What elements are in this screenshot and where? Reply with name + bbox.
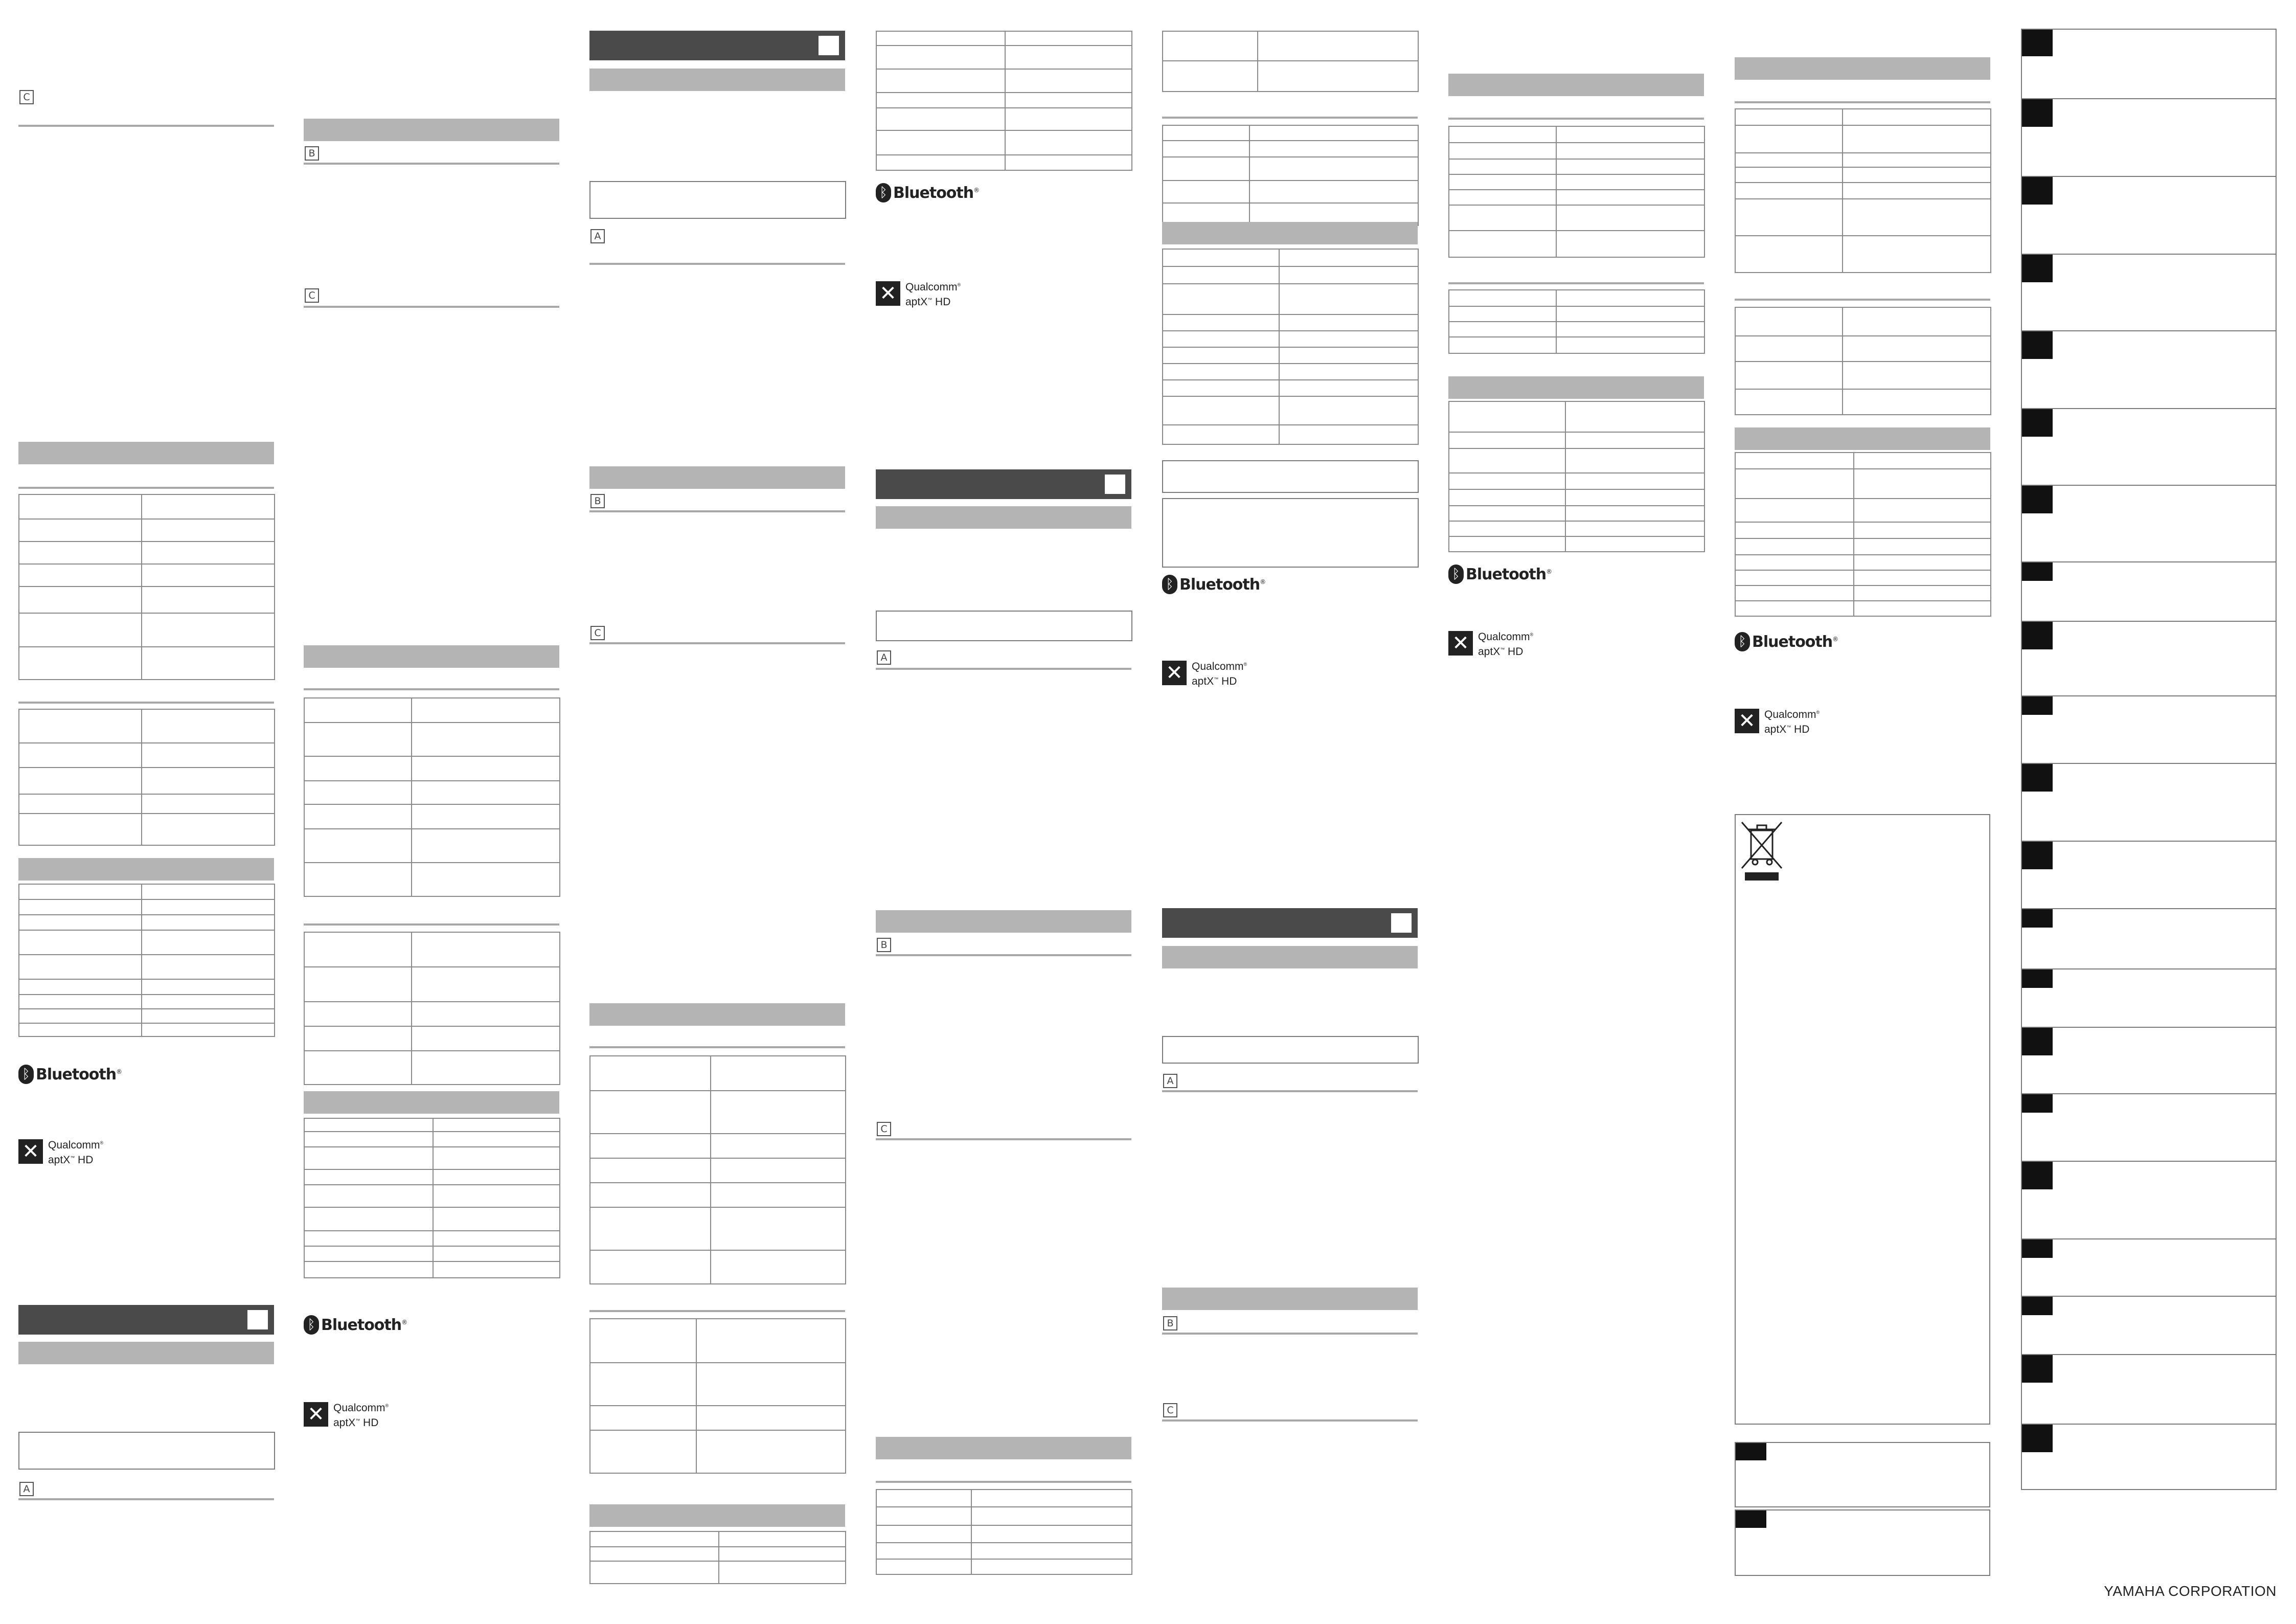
spec-table — [1162, 249, 1419, 445]
section-heading-bar — [589, 1504, 845, 1527]
weee-crossed-bin-icon — [1740, 819, 1784, 885]
section-heading-bar — [1448, 376, 1704, 399]
section-heading-bar — [18, 442, 274, 464]
divider — [2022, 408, 2276, 409]
language-tab — [2022, 1425, 2053, 1452]
bluetooth-logo: ᛒ Bluetooth® — [304, 1315, 407, 1335]
section-marker-b: B — [1163, 1316, 1177, 1330]
aptx-wordmark: aptX — [1478, 646, 1501, 658]
language-tab — [2022, 622, 2053, 649]
aptx-wordmark: aptX — [1764, 724, 1787, 735]
section-marker-c: C — [877, 1122, 891, 1136]
language-section-header — [589, 31, 845, 60]
divider — [1162, 1419, 1418, 1422]
bluetooth-logo: ᛒ Bluetooth® — [1448, 565, 1552, 584]
divider — [1735, 299, 1990, 301]
notice-box — [589, 181, 846, 219]
panel-4 — [876, 0, 1132, 1624]
aptx-wordmark: aptX — [48, 1154, 71, 1166]
section-heading-bar — [304, 119, 559, 141]
divider — [1735, 101, 1990, 103]
section-marker-c: C — [305, 288, 319, 303]
section-heading-bar — [876, 1437, 1131, 1459]
section-heading-bar — [589, 466, 845, 489]
language-tab — [2022, 969, 2053, 988]
divider — [2022, 908, 2276, 909]
qualcomm-wordmark: Qualcomm — [1764, 709, 1816, 720]
section-marker-c: C — [590, 626, 605, 640]
divider — [2022, 1354, 2276, 1355]
language-tab — [1736, 1510, 1766, 1528]
qualcomm-wordmark: Qualcomm — [905, 281, 958, 293]
notice-box — [1162, 460, 1419, 493]
section-heading-bar — [18, 858, 274, 881]
section-marker-a: A — [19, 1482, 34, 1496]
language-tab — [2022, 1162, 2053, 1189]
bluetooth-wordmark: Bluetooth — [1752, 633, 1833, 651]
language-tab — [2022, 842, 2053, 869]
spec-table — [589, 1531, 846, 1584]
language-tab — [2022, 409, 2053, 437]
aptx-icon: ✕ — [1162, 661, 1187, 685]
spec-table — [1162, 125, 1419, 226]
divider — [2022, 968, 2276, 969]
section-marker-b: B — [877, 938, 891, 952]
section-marker-c: C — [1163, 1403, 1177, 1417]
section-heading-bar — [876, 910, 1131, 933]
language-tab — [2022, 764, 2053, 792]
notice-box — [1735, 1442, 1990, 1507]
divider — [2022, 1093, 2276, 1094]
divider — [2022, 176, 2276, 177]
section-marker-a: A — [877, 650, 891, 665]
language-tab — [2022, 486, 2053, 513]
section-marker-a: A — [590, 229, 605, 243]
divider — [876, 668, 1131, 670]
language-tab — [2022, 1028, 2053, 1055]
spec-table — [876, 1489, 1132, 1575]
divider — [2022, 695, 2276, 696]
divider — [2022, 1027, 2276, 1028]
panel-3 — [589, 0, 846, 1624]
aptx-icon: ✕ — [18, 1139, 43, 1164]
bluetooth-wordmark: Bluetooth — [1466, 565, 1547, 583]
aptx-hd-logo: ✕ Qualcomm® aptX™ HD — [18, 1138, 103, 1165]
section-heading-bar — [1162, 946, 1418, 968]
section-marker-b: B — [305, 146, 319, 161]
divider — [876, 954, 1131, 956]
bluetooth-wordmark: Bluetooth — [321, 1316, 402, 1334]
section-marker-a: A — [1163, 1074, 1177, 1088]
language-section-header — [1162, 908, 1418, 938]
language-tab — [2022, 1094, 2053, 1113]
divider — [589, 510, 845, 512]
notice-box — [876, 611, 1132, 641]
spec-table — [876, 31, 1132, 171]
bluetooth-reg-mark: ® — [116, 1068, 122, 1075]
language-tab — [1736, 1443, 1766, 1460]
language-index — [2021, 29, 2277, 1490]
aptx-icon: ✕ — [876, 281, 900, 306]
spec-table — [1735, 452, 1991, 617]
spec-table — [1448, 126, 1705, 258]
panel-7 — [1735, 0, 1991, 1624]
divider — [589, 642, 845, 644]
language-section-header — [876, 469, 1131, 499]
qualcomm-wordmark: Qualcomm — [1478, 631, 1530, 643]
bluetooth-icon: ᛒ — [18, 1065, 34, 1084]
section-heading-bar — [1735, 57, 1990, 80]
language-tab — [1391, 913, 1412, 933]
divider — [1448, 118, 1704, 120]
bluetooth-icon: ᛒ — [304, 1315, 319, 1335]
notice-box — [1162, 498, 1419, 568]
section-heading-bar — [589, 69, 845, 91]
aptx-icon: ✕ — [1448, 631, 1473, 656]
bluetooth-icon: ᛒ — [876, 183, 891, 202]
divider — [304, 688, 559, 690]
spec-table — [1448, 289, 1705, 354]
divider — [589, 1046, 845, 1048]
divider — [2022, 763, 2276, 764]
divider — [2022, 841, 2276, 842]
divider — [589, 1310, 845, 1312]
bluetooth-wordmark: Bluetooth — [36, 1065, 117, 1084]
bluetooth-icon: ᛒ — [1448, 565, 1464, 584]
spec-table — [1735, 108, 1991, 273]
divider — [2022, 1161, 2276, 1162]
spec-table — [18, 884, 275, 1037]
language-tab — [2022, 30, 2053, 56]
section-marker-c: C — [19, 90, 34, 104]
notice-box — [1162, 1036, 1419, 1064]
spec-table — [589, 1318, 846, 1474]
bluetooth-icon: ᛒ — [1735, 632, 1750, 651]
company-name: YAMAHA CORPORATION — [2104, 1583, 2277, 1599]
section-heading-bar — [589, 1003, 845, 1026]
section-heading-bar — [876, 506, 1131, 529]
aptx-hd-logo: ✕ Qualcomm® aptX™ HD — [304, 1401, 389, 1428]
panel-2 — [304, 0, 560, 1624]
divider — [2022, 1424, 2276, 1425]
aptx-wordmark: aptX — [333, 1417, 356, 1429]
spec-table — [1735, 307, 1991, 415]
aptx-wordmark: aptX — [905, 296, 928, 308]
divider — [304, 163, 559, 165]
language-tab — [2022, 1355, 2053, 1383]
divider — [1162, 1333, 1418, 1335]
section-heading-bar — [304, 1091, 559, 1114]
divider — [2022, 98, 2276, 99]
bluetooth-wordmark: Bluetooth — [1179, 575, 1260, 594]
divider — [18, 487, 274, 489]
spec-table — [1448, 401, 1705, 552]
weee-notice-box — [1735, 814, 1990, 1425]
language-tab — [819, 36, 839, 55]
language-tab — [2022, 177, 2053, 205]
bluetooth-logo: ᛒ Bluetooth® — [876, 183, 979, 202]
section-heading-bar — [304, 645, 559, 668]
divider — [2022, 621, 2276, 622]
divider — [2022, 1296, 2276, 1297]
aptx-wordmark: aptX — [1192, 675, 1214, 687]
language-tab — [247, 1310, 268, 1329]
bluetooth-icon: ᛒ — [1162, 575, 1177, 594]
divider — [876, 1481, 1131, 1483]
divider — [2022, 485, 2276, 486]
aptx-hd-logo: ✕ Qualcomm® aptX™ HD — [1735, 708, 1820, 734]
bluetooth-logo: ᛒ Bluetooth® — [1735, 632, 1838, 651]
language-tab — [2022, 1297, 2053, 1315]
aptx-icon: ✕ — [1735, 709, 1759, 733]
section-heading-bar — [1162, 222, 1418, 244]
divider — [2022, 561, 2276, 562]
language-tab — [2022, 331, 2053, 359]
language-tab — [2022, 1239, 2053, 1258]
spec-table — [304, 697, 560, 897]
divider — [1162, 117, 1418, 119]
divider — [18, 702, 274, 704]
section-marker-b: B — [590, 494, 605, 508]
language-tab — [2022, 99, 2053, 127]
section-heading-bar — [1448, 74, 1704, 96]
notice-box — [18, 1432, 275, 1470]
divider — [304, 306, 559, 308]
qualcomm-wordmark: Qualcomm — [1192, 661, 1244, 672]
language-section-header — [18, 1305, 274, 1335]
language-tab — [2022, 909, 2053, 928]
spec-table — [18, 494, 275, 680]
divider — [18, 1498, 274, 1500]
qualcomm-wordmark: Qualcomm — [333, 1402, 385, 1414]
section-heading-bar — [1735, 427, 1990, 450]
spec-table — [18, 709, 275, 846]
divider — [589, 263, 845, 265]
panel-6 — [1448, 0, 1705, 1624]
spec-table — [304, 932, 560, 1085]
divider — [1448, 282, 1704, 284]
bluetooth-logo: ᛒ Bluetooth® — [1162, 575, 1265, 594]
panel-8 — [2021, 0, 2278, 1624]
section-heading-bar — [1162, 1288, 1418, 1310]
language-tab — [2022, 255, 2053, 282]
language-tab — [2022, 696, 2053, 715]
divider — [1162, 1090, 1418, 1092]
divider — [2022, 1238, 2276, 1239]
section-heading-bar — [18, 1342, 274, 1364]
bluetooth-logo — [18, 1065, 122, 1084]
panel-5 — [1162, 0, 1419, 1624]
aptx-hd-logo: ✕ Qualcomm® aptX™ HD — [876, 280, 961, 307]
aptx-icon: ✕ — [304, 1402, 328, 1427]
bluetooth-wordmark: Bluetooth — [893, 184, 974, 202]
aptx-hd-logo: ✕ Qualcomm® aptX™ HD — [1162, 660, 1247, 686]
divider — [2022, 254, 2276, 255]
panel-1 — [18, 0, 275, 1624]
language-tab — [1105, 475, 1125, 494]
language-tab — [2022, 562, 2053, 581]
spec-table — [589, 1055, 846, 1284]
notice-box — [1735, 1509, 1990, 1576]
spec-table — [1162, 31, 1419, 92]
divider — [876, 1138, 1131, 1140]
aptx-hd-logo: ✕ Qualcomm® aptX™ HD — [1448, 630, 1533, 657]
spec-table — [304, 1118, 560, 1278]
divider — [304, 923, 559, 926]
divider — [18, 125, 274, 127]
divider — [2022, 330, 2276, 331]
qualcomm-wordmark: Qualcomm — [48, 1139, 100, 1151]
